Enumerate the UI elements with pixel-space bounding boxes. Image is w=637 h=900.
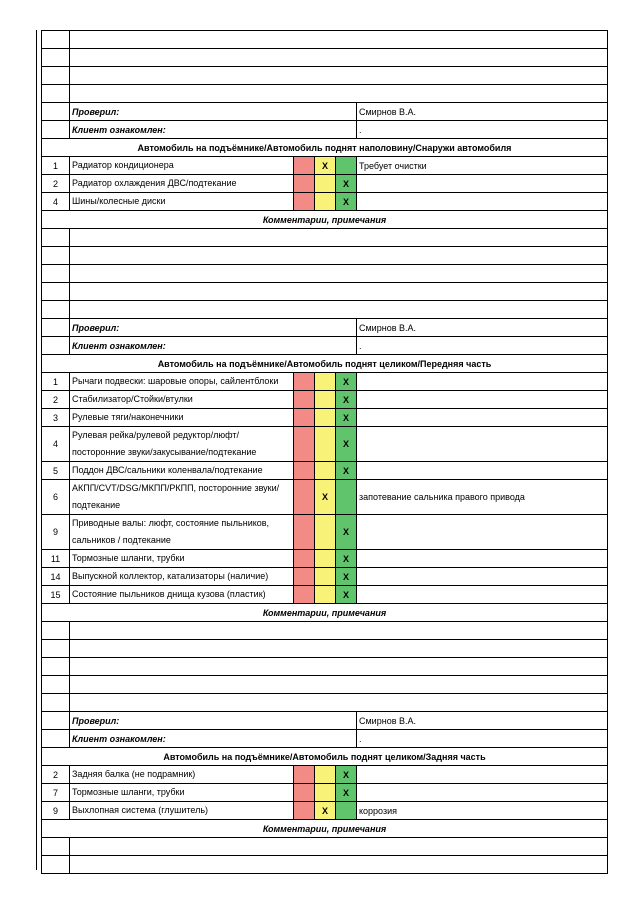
- blank-row: [42, 85, 608, 103]
- blank-row: [42, 31, 608, 49]
- item-number: 14: [42, 568, 70, 586]
- item-note: [357, 515, 608, 550]
- checked-by: Смирнов В.А.: [357, 103, 608, 121]
- section-header-row: [42, 139, 608, 157]
- item-text: Выхлопная система (глушитель): [70, 802, 294, 820]
- status-yellow-cell[interactable]: [315, 391, 336, 409]
- status-red-cell[interactable]: [294, 175, 315, 193]
- item-number: 1: [42, 157, 70, 175]
- item-text: Стабилизатор/Стойки/втулки: [70, 391, 294, 409]
- comment-row[interactable]: [42, 856, 608, 874]
- status-green-cell[interactable]: X: [336, 391, 357, 409]
- status-red-cell[interactable]: [294, 193, 315, 211]
- status-green-cell[interactable]: X: [336, 515, 357, 550]
- item-text: Приводные валы: люфт, состояние пыльников, сальников / подтекание: [70, 515, 294, 550]
- checked-label: Проверил:: [70, 103, 357, 121]
- comment-row[interactable]: [42, 640, 608, 658]
- client-row: [42, 730, 608, 748]
- status-green-cell[interactable]: [336, 802, 357, 820]
- check-item-row: [42, 391, 608, 409]
- inspection-sheet: [41, 30, 607, 874]
- item-note: [357, 766, 608, 784]
- client-value: .: [357, 730, 608, 748]
- check-item-row: [42, 462, 608, 480]
- check-item-row: [42, 550, 608, 568]
- item-text: Рычаги подвески: шаровые опоры, сайлентблоки: [70, 373, 294, 391]
- check-item-row: [42, 766, 608, 784]
- status-yellow-cell[interactable]: [315, 462, 336, 480]
- check-item-row: [42, 427, 608, 462]
- status-red-cell[interactable]: [294, 462, 315, 480]
- item-text: АКПП/CVT/DSG/МКПП/РКПП, посторонние звуки/ подтекание: [70, 480, 294, 515]
- item-text: Тормозные шланги, трубки: [70, 550, 294, 568]
- status-red-cell[interactable]: [294, 550, 315, 568]
- status-green-cell[interactable]: X: [336, 550, 357, 568]
- item-number: 4: [42, 427, 70, 462]
- check-item-row: [42, 193, 608, 211]
- item-note: [357, 568, 608, 586]
- status-green-cell[interactable]: X: [336, 373, 357, 391]
- status-red-cell[interactable]: [294, 802, 315, 820]
- section-title: Автомобиль на подъёмнике/Автомобиль поднят целиком/Задняя часть: [42, 748, 608, 766]
- status-red-cell[interactable]: [294, 391, 315, 409]
- status-green-cell[interactable]: X: [336, 784, 357, 802]
- comment-row[interactable]: [42, 229, 608, 247]
- check-item-row: [42, 515, 608, 550]
- item-number: 9: [42, 515, 70, 550]
- status-green-cell[interactable]: X: [336, 568, 357, 586]
- check-item-row: [42, 480, 608, 515]
- comment-row[interactable]: [42, 676, 608, 694]
- comment-row[interactable]: [42, 658, 608, 676]
- item-text: Состояние пыльников днища кузова (пластик): [70, 586, 294, 604]
- item-note: [357, 586, 608, 604]
- section-header-row: [42, 748, 608, 766]
- item-text: Рулевые тяги/наконечники: [70, 409, 294, 427]
- comments-title: Комментарии, примечания: [42, 211, 608, 229]
- status-red-cell[interactable]: [294, 784, 315, 802]
- client-value: .: [357, 337, 608, 355]
- comment-row[interactable]: [42, 283, 608, 301]
- check-item-row: [42, 568, 608, 586]
- section-title: Автомобиль на подъёмнике/Автомобиль поднят целиком/Передняя часть: [42, 355, 608, 373]
- item-note: Требует очистки: [357, 157, 608, 175]
- section-header-row: [42, 355, 608, 373]
- item-number: 4: [42, 193, 70, 211]
- item-number: 2: [42, 175, 70, 193]
- client-row: [42, 337, 608, 355]
- item-text: Поддон ДВС/сальники коленвала/подтекание: [70, 462, 294, 480]
- item-note: коррозия: [357, 802, 608, 820]
- client-label: Клиент ознакомлен:: [70, 121, 357, 139]
- item-text: Тормозные шланги, трубки: [70, 784, 294, 802]
- checked-by: Смирнов В.А.: [357, 712, 608, 730]
- check-item-row: [42, 586, 608, 604]
- checked-row: [42, 712, 608, 730]
- item-note: запотевание сальника правого привода: [357, 480, 608, 515]
- item-number: 2: [42, 766, 70, 784]
- item-number: 5: [42, 462, 70, 480]
- check-item-row: [42, 784, 608, 802]
- status-yellow-cell[interactable]: [315, 175, 336, 193]
- status-green-cell[interactable]: [336, 480, 357, 515]
- status-yellow-cell[interactable]: [315, 766, 336, 784]
- status-red-cell[interactable]: [294, 766, 315, 784]
- comment-row[interactable]: [42, 265, 608, 283]
- status-yellow-cell[interactable]: [315, 784, 336, 802]
- item-number: 15: [42, 586, 70, 604]
- status-yellow-cell[interactable]: [315, 373, 336, 391]
- client-label: Клиент ознакомлен:: [70, 337, 357, 355]
- status-red-cell[interactable]: [294, 409, 315, 427]
- status-red-cell[interactable]: [294, 373, 315, 391]
- checked-by: Смирнов В.А.: [357, 319, 608, 337]
- item-text: Радиатор кондиционера: [70, 157, 294, 175]
- status-green-cell[interactable]: X: [336, 193, 357, 211]
- comment-row[interactable]: [42, 301, 608, 319]
- left-margin-line: [36, 30, 37, 870]
- item-number: 7: [42, 784, 70, 802]
- comments-title: Комментарии, примечания: [42, 604, 608, 622]
- status-red-cell[interactable]: [294, 568, 315, 586]
- client-row: [42, 121, 608, 139]
- status-yellow-cell[interactable]: X: [315, 157, 336, 175]
- status-green-cell[interactable]: X: [336, 766, 357, 784]
- blank-row: [42, 49, 608, 67]
- status-red-cell[interactable]: [294, 515, 315, 550]
- item-number: 2: [42, 391, 70, 409]
- item-note: [357, 427, 608, 462]
- comments-title: Комментарии, примечания: [42, 820, 608, 838]
- status-green-cell[interactable]: X: [336, 586, 357, 604]
- status-green-cell[interactable]: X: [336, 175, 357, 193]
- status-green-cell[interactable]: [336, 157, 357, 175]
- status-red-cell[interactable]: [294, 427, 315, 462]
- item-number: 9: [42, 802, 70, 820]
- status-yellow-cell[interactable]: [315, 515, 336, 550]
- check-item-row: [42, 373, 608, 391]
- comments-header-row: [42, 211, 608, 229]
- item-note: [357, 784, 608, 802]
- item-text: Выпускной коллектор, катализаторы (наличие): [70, 568, 294, 586]
- status-yellow-cell[interactable]: [315, 550, 336, 568]
- status-yellow-cell[interactable]: [315, 586, 336, 604]
- status-yellow-cell[interactable]: [315, 568, 336, 586]
- status-yellow-cell[interactable]: X: [315, 802, 336, 820]
- status-green-cell[interactable]: X: [336, 427, 357, 462]
- item-text: Радиатор охлаждения ДВС/подтекание: [70, 175, 294, 193]
- status-green-cell[interactable]: X: [336, 462, 357, 480]
- comments-header-row: [42, 604, 608, 622]
- client-value: .: [357, 121, 608, 139]
- checked-row: [42, 319, 608, 337]
- check-item-row: [42, 802, 608, 820]
- status-yellow-cell[interactable]: [315, 193, 336, 211]
- section-title: Автомобиль на подъёмнике/Автомобиль поднят наполовину/Снаружи автомобиля: [42, 139, 608, 157]
- item-number: 3: [42, 409, 70, 427]
- comment-row[interactable]: [42, 247, 608, 265]
- item-number: 1: [42, 373, 70, 391]
- inspection-table: [41, 30, 608, 874]
- check-item-row: [42, 157, 608, 175]
- item-number: 11: [42, 550, 70, 568]
- item-text: Задняя балка (не подрамник): [70, 766, 294, 784]
- comments-header-row: [42, 820, 608, 838]
- item-note: [357, 391, 608, 409]
- status-red-cell[interactable]: [294, 586, 315, 604]
- comment-row[interactable]: [42, 838, 608, 856]
- status-yellow-cell[interactable]: X: [315, 480, 336, 515]
- status-yellow-cell[interactable]: [315, 427, 336, 462]
- item-note: [357, 193, 608, 211]
- status-red-cell[interactable]: [294, 480, 315, 515]
- item-number: 6: [42, 480, 70, 515]
- item-note: [357, 462, 608, 480]
- status-yellow-cell[interactable]: [315, 409, 336, 427]
- item-text: Рулевая рейка/рулевой редуктор/люфт/посторонние звуки/закусывание/подтекание: [70, 427, 294, 462]
- checked-label: Проверил:: [70, 319, 357, 337]
- comment-row[interactable]: [42, 622, 608, 640]
- item-note: [357, 550, 608, 568]
- blank-row: [42, 67, 608, 85]
- status-green-cell[interactable]: X: [336, 409, 357, 427]
- item-note: [357, 373, 608, 391]
- item-text: Шины/колесные диски: [70, 193, 294, 211]
- checked-label: Проверил:: [70, 712, 357, 730]
- status-red-cell[interactable]: [294, 157, 315, 175]
- item-note: [357, 409, 608, 427]
- comment-row[interactable]: [42, 694, 608, 712]
- item-note: [357, 175, 608, 193]
- checked-row: [42, 103, 608, 121]
- check-item-row: [42, 175, 608, 193]
- client-label: Клиент ознакомлен:: [70, 730, 357, 748]
- check-item-row: [42, 409, 608, 427]
